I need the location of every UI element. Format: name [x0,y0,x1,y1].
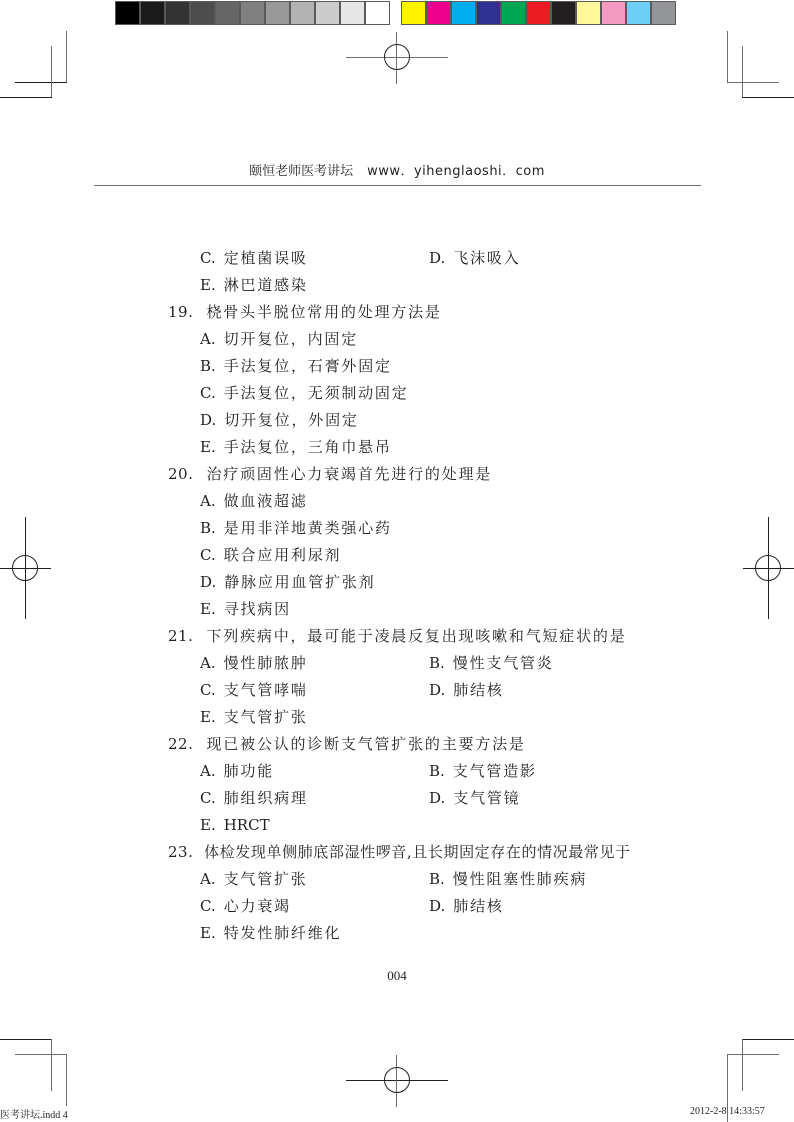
question-text: 治疗顽固性心力衰竭首先进行的处理是 [206,465,493,483]
page-number: 004 [387,968,407,983]
option-label: A. [200,762,216,780]
header-title: 颐恒老师医考讲坛 [249,164,354,179]
option-e [200,275,308,295]
option-label: C. [200,546,216,564]
option-text: 肺功能 [223,762,275,780]
option-text: 寻找病因 [223,600,291,618]
question-text: 现已被公认的诊断支气管扩张的主要方法是 [206,735,526,753]
gray-swatch [341,2,364,24]
option-text: 定植菌误吸 [223,249,308,267]
gray-swatch [116,2,139,24]
option-text: 肺结核 [453,681,504,699]
process-color-bar [401,1,676,25]
light-yellow-swatch [577,2,600,24]
question-number: 21. [168,627,194,645]
option-c [200,680,308,700]
option-label: C. [200,249,216,267]
question-number: 22. [168,735,194,753]
option-text: 慢性肺脓肿 [223,654,308,672]
option-label: E. [200,816,216,834]
gray-swatch [141,2,164,24]
header-rule [94,185,701,186]
question-text: 体检发现单侧肺底部湿性啰音,且长期固定存在的情况最常见于 [204,843,631,861]
option-text: 支气管扩张 [223,708,308,726]
option-c [200,788,308,808]
option-c [200,383,409,403]
option-c [200,896,291,916]
option-b [200,518,392,538]
option-text: 慢性阻塞性肺疾病 [452,870,588,888]
option-a [200,491,308,511]
option-e [200,437,392,457]
option-label: A. [200,654,216,672]
blue-swatch [477,2,500,24]
option-text: 特发性肺纤维化 [223,924,342,942]
gray-swatch [316,2,339,24]
option-label: C. [200,384,216,402]
option-e [200,707,308,727]
gray-swatch [366,2,389,24]
option-label: E. [200,924,216,942]
option-text: 手法复位，三角巾悬吊 [223,438,392,456]
option-label: C. [200,789,216,807]
option-a [200,761,274,781]
option-e [200,599,291,619]
option-a [200,653,308,673]
question-number: 20. [168,465,194,483]
green-swatch [502,2,525,24]
option-text: 支气管造影 [452,762,537,780]
magenta-swatch [427,2,450,24]
option-a [200,869,308,889]
option-a [200,329,358,349]
option-label: E. [200,276,216,294]
option-text: 支气管镜 [453,789,521,807]
option-label: B. [200,357,216,375]
option-label: A. [200,870,216,888]
option-label: A. [200,492,216,510]
option-text: 支气管扩张 [223,870,308,888]
option-d [429,680,504,700]
option-text: 支气管哮喘 [223,681,308,699]
option-text: 手法复位，无须制动固定 [223,384,409,402]
question-text: 下列疾病中，最可能于凌晨反复出现咳嗽和气短症状的是 [206,627,627,645]
option-label: A. [200,330,216,348]
option-e [200,815,270,835]
gray-swatch [291,2,314,24]
question-text: 桡骨头半脱位常用的处理方法是 [206,303,442,321]
option-label: B. [429,654,445,672]
question-stem [168,842,631,862]
option-text: 飞沫吸入 [453,249,521,267]
red-swatch [527,2,550,24]
option-label: B. [200,519,216,537]
gray-swatch [216,2,239,24]
gray-swatch [166,2,189,24]
question-stem [168,626,627,646]
option-d [429,896,504,916]
pink-swatch [602,2,625,24]
option-text: 联合应用利尿剂 [223,546,342,564]
option-c [200,545,341,565]
option-text: 是用非洋地黄类强心药 [223,519,392,537]
option-text: 做血液超滤 [223,492,308,510]
option-text: 切开复位，内固定 [223,330,359,348]
option-label: C. [200,897,216,915]
option-b [200,356,392,376]
option-text: 手法复位，石膏外固定 [223,357,392,375]
option-label: E. [200,600,216,618]
option-label: E. [200,708,216,726]
gray-swatch [241,2,264,24]
running-header [94,160,700,179]
option-label: B. [429,762,445,780]
option-text: 肺组织病理 [223,789,308,807]
option-b [429,869,587,889]
option-text: 肺结核 [453,897,504,915]
option-e [200,923,341,943]
option-text: HRCT [223,816,270,834]
option-text: 心力衰竭 [223,897,291,915]
question-stem [168,302,442,322]
cyan-swatch [452,2,475,24]
option-text: 慢性支气管炎 [452,654,554,672]
slug-filename: 医考讲坛.indd 4 [0,1110,68,1121]
option-text: 静脉应用血管扩张剂 [224,573,376,591]
option-label: D. [429,789,446,807]
option-b [429,761,537,781]
grayscale-color-bar [115,1,390,25]
header-url: www．yihenglaoshi．com [367,164,545,179]
option-label: E. [200,438,216,456]
option-d [429,248,520,268]
yellow-swatch [402,2,425,24]
option-c [200,248,308,268]
option-d [200,572,375,592]
option-label: D. [429,249,446,267]
question-number: 19. [168,303,194,321]
option-text: 淋巴道感染 [223,276,308,294]
option-label: D. [429,681,446,699]
option-label: D. [429,897,446,915]
slug-timestamp: 2012-2-8 14:33:57 [690,1106,765,1117]
option-label: C. [200,681,216,699]
gray-swatch [266,2,289,24]
option-label: D. [200,573,217,591]
question-number: 23. [168,843,194,861]
question-stem [168,464,492,484]
gray-swatch [191,2,214,24]
gray-swatch [652,2,675,24]
black-swatch [552,2,575,24]
option-label: B. [429,870,445,888]
light-cyan-swatch [627,2,650,24]
option-label: D. [200,411,217,429]
option-d [429,788,520,808]
option-d [200,410,359,430]
option-b [429,653,554,673]
option-text: 切开复位，外固定 [224,411,359,429]
question-stem [168,734,526,754]
